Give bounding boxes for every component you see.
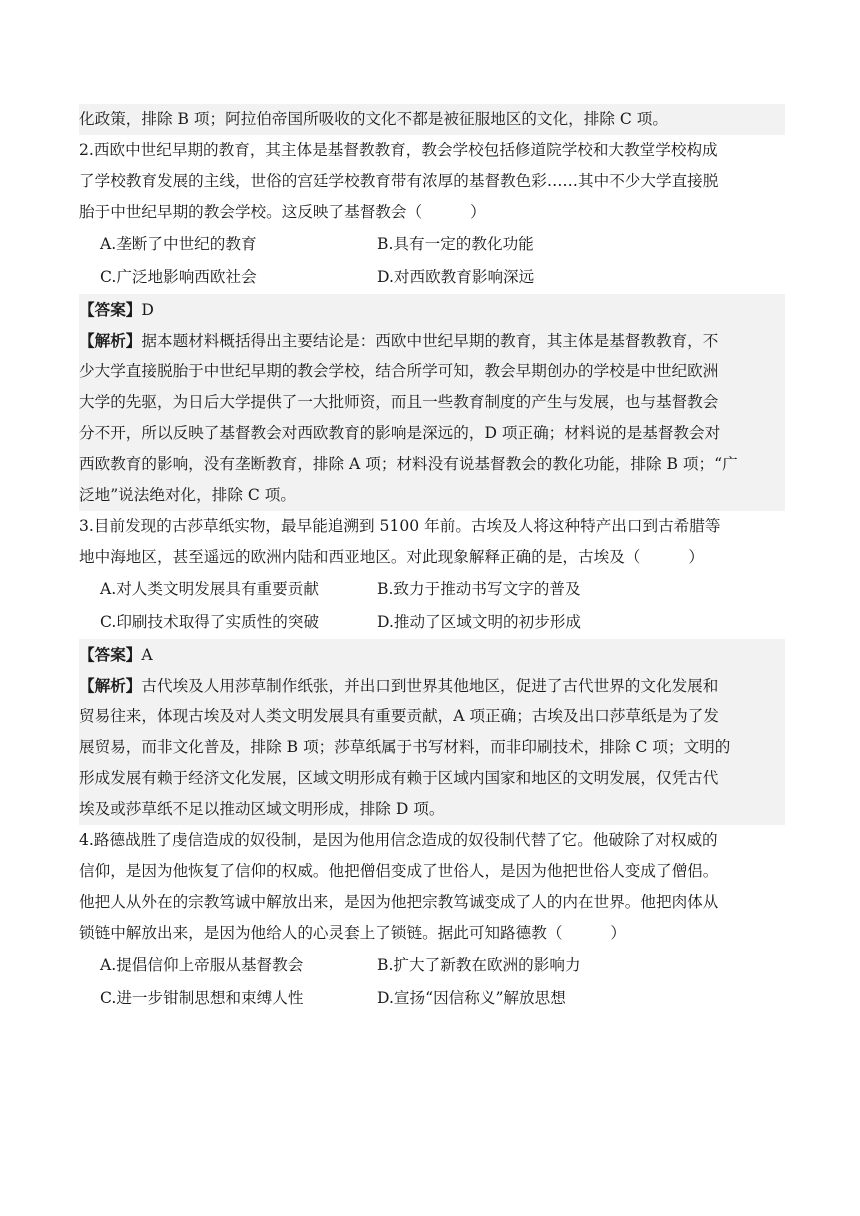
option-b: B.具有一定的教化功能: [377, 235, 534, 253]
option-b: B.致力于推动书写文字的普及: [377, 580, 581, 598]
question-stem-line: 4.路德战胜了虔信造成的奴役制，是因为他用信念造成的奴役制代替了它。他破除了对权威的: [79, 831, 718, 849]
analysis-line: 西欧教育的影响，没有垄断教育，排除 A 项；材料没有说基督教会的教化功能，排除 B 项；“广: [79, 449, 785, 480]
question-stem-line: [79, 542, 785, 573]
analysis-line: 展贸易，而非文化普及，排除 B 项；莎草纸属于书写材料，而非印刷技术，排除 C 项；文明的: [79, 732, 785, 763]
question-stem-line: 他把人从外在的宗教笃诚中解放出来，是因为他把宗教笃诚变成了人的内在世界。他把肉体从: [79, 893, 719, 911]
analysis-line: [79, 670, 785, 701]
options-row: [79, 261, 785, 294]
option-a: A.提倡信仰上帝服从基督教会: [100, 956, 304, 974]
options-row: [79, 573, 785, 606]
answer-label: 【答案】: [79, 300, 142, 319]
analysis-text: 古代埃及人用莎草制作纸张，并出口到世界其他地区，促进了古代世界的文化发展和: [141, 677, 719, 695]
question-stem-line: 了学校教育发展的主线，世俗的宫廷学校教育带有浓厚的基督教色彩……其中不少大学直接脱: [79, 172, 719, 190]
stem-close-paren: ）: [470, 203, 486, 221]
question-2: [79, 135, 785, 511]
analysis-line: [79, 325, 785, 356]
analysis-text: 据本题材料概括得出主要结论是：西欧中世纪早期的教育，其主体是基督教教育，不: [141, 332, 719, 350]
analysis-line: 少大学直接脱胎于中世纪早期的教会学校，结合所学可知，教会早期创办的学校是中世纪欧洲: [79, 356, 785, 387]
answer-label: 【答案】: [79, 645, 142, 664]
stem-close-paren: ）: [688, 548, 704, 566]
question-stem-text: 胎于中世纪早期的教会学校。这反映了基督教会（: [79, 203, 423, 221]
analysis-line: 贸易往来，体现古埃及对人类文明发展具有重要贡献，A 项正确；古埃及出口莎草纸是为了发: [79, 701, 785, 732]
question-stem-text: 锁链中解放出来，是因为他给人的心灵套上了锁链。据此可知路德教（: [79, 924, 563, 942]
analysis-label: 【解析】: [79, 676, 142, 695]
options-row: [79, 982, 785, 1015]
analysis-line: 埃及或莎草纸不足以推动区域文明形成，排除 D 项。: [79, 794, 785, 825]
option-b: B.扩大了新教在欧洲的影响力: [377, 956, 581, 974]
option-c: C.广泛地影响西欧社会: [100, 268, 257, 286]
question-stem-line: [79, 918, 785, 949]
options-row: [79, 949, 785, 982]
answer-value: A: [141, 646, 153, 664]
option-a: A.对人类文明发展具有重要贡献: [100, 580, 319, 598]
question-stem-text: 地中海地区，甚至遥远的欧洲内陆和西亚地区。对此现象解释正确的是，古埃及（: [79, 548, 641, 566]
option-d: D.宣扬“因信称义”解放思想: [377, 989, 566, 1007]
analysis-label: 【解析】: [79, 331, 142, 350]
options-row: [79, 606, 785, 639]
document-content: [79, 104, 785, 1015]
answer-line: [79, 639, 785, 670]
question-stem-line: 2.西欧中世纪早期的教育，其主体是基督教教育，教会学校包括修道院学校和大教堂学校构成: [79, 141, 718, 159]
answer-value: D: [141, 301, 154, 319]
answer-line: [79, 294, 785, 325]
question-4: [79, 825, 785, 1015]
option-c: C.进一步钳制思想和束缚人性: [100, 989, 304, 1007]
analysis-line: 形成发展有赖于经济文化发展，区域文明形成有赖于区域内国家和地区的文明发展，仅凭古代: [79, 763, 785, 794]
option-c: C.印刷技术取得了实质性的突破: [100, 613, 320, 631]
question-stem-line: 3.目前发现的古莎草纸实物，最早能追溯到 5100 年前。古埃及人将这种特产出口到古希腊等: [79, 517, 721, 535]
stem-close-paren: ）: [610, 924, 627, 942]
option-d: D.推动了区域文明的初步形成: [377, 613, 582, 631]
analysis-line: 分不开，所以反映了基督教会对西欧教育的影响是深远的，D 项正确；材料说的是基督教会对: [79, 418, 785, 449]
option-d: D.对西欧教育影响深远: [377, 268, 535, 286]
option-a: A.垄断了中世纪的教育: [100, 235, 257, 253]
analysis-line: 大学的先驱，为日后大学提供了一大批师资，而且一些教育制度的产生与发展，也与基督教会: [79, 387, 785, 418]
analysis-continuation-line: 化政策，排除 B 项；阿拉伯帝国所吸收的文化不都是被征服地区的文化，排除 C 项。: [79, 104, 785, 135]
analysis-line: 泛地”说法绝对化，排除 C 项。: [79, 480, 785, 511]
question-stem-line: [79, 197, 785, 228]
question-stem-line: 信仰，是因为他恢复了信仰的权威。他把僧侣变成了世俗人，是因为他把世俗人变成了僧侣。: [79, 862, 719, 880]
options-row: [79, 228, 785, 261]
question-3: [79, 511, 785, 825]
